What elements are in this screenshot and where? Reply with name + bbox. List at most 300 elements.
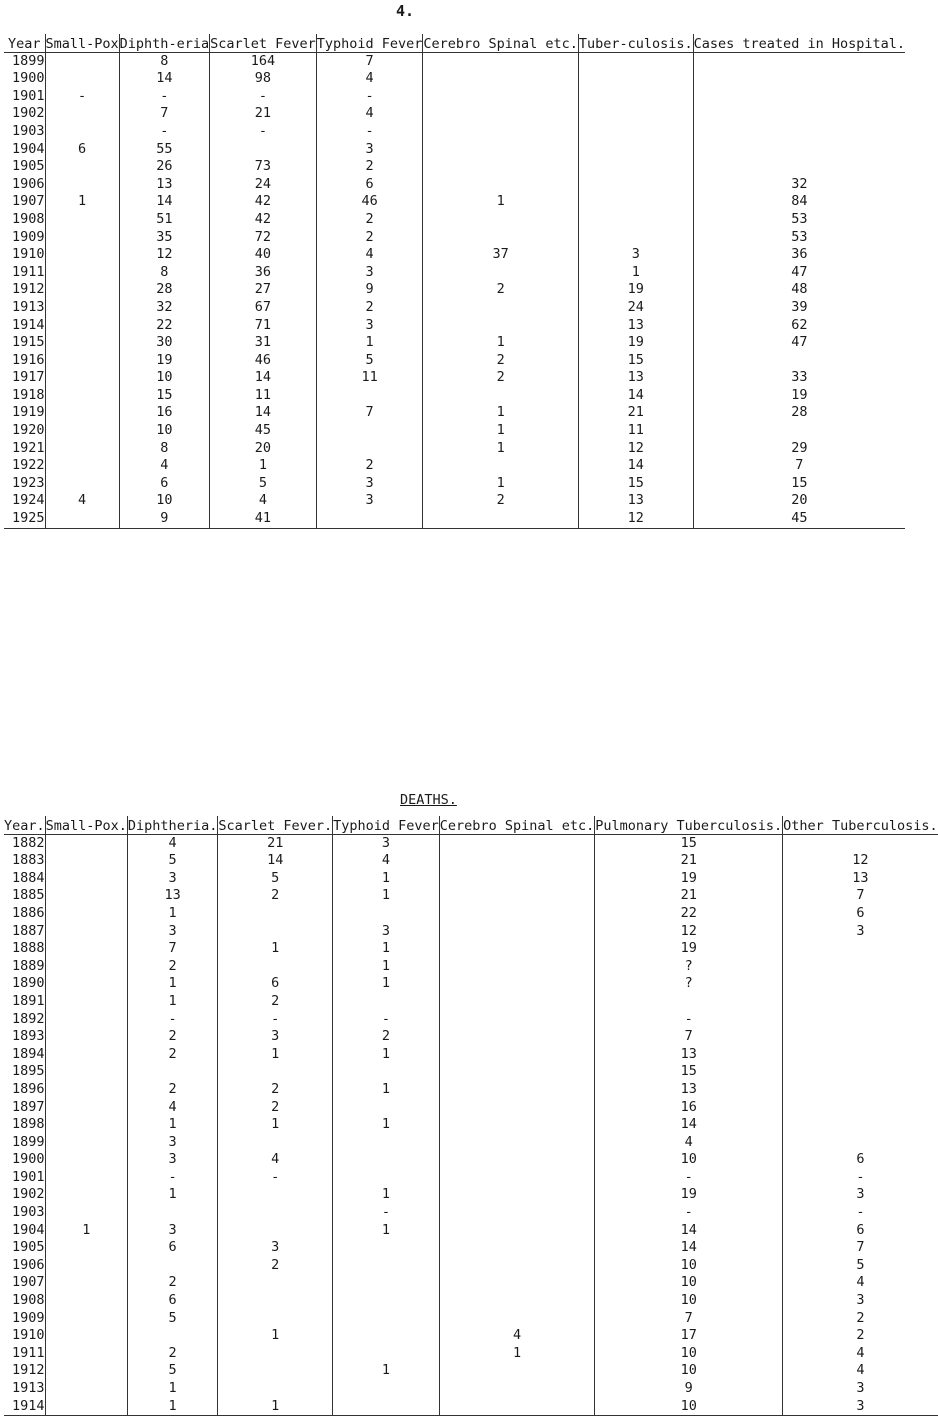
deaths-header-cerebro-spinal: Cerebro Spinal etc.: [439, 817, 595, 834]
deaths-value-cell: 1: [127, 1186, 217, 1204]
deaths-row: [4, 1222, 938, 1240]
deaths-header-diphtheria: Diphtheria.: [127, 817, 218, 834]
deaths-row: [4, 1028, 938, 1046]
deaths-row: [4, 1011, 938, 1029]
cases-value-cell: [423, 105, 578, 123]
cases-value-cell: 3: [316, 475, 423, 493]
deaths-value-cell: 1: [127, 993, 217, 1011]
cases-header-cerebro-spinal: Cerebro Spinal etc.: [423, 35, 578, 52]
deaths-value-cell: [783, 940, 938, 958]
deaths-row: [4, 1257, 938, 1275]
deaths-value-cell: [439, 1239, 594, 1257]
deaths-value-cell: [45, 1099, 127, 1117]
cases-value-cell: 6: [45, 141, 119, 159]
deaths-value-cell: [439, 1274, 594, 1292]
cases-value-cell: 8: [119, 52, 209, 70]
deaths-value-cell: 13: [127, 887, 217, 905]
cases-value-cell: 1: [423, 422, 578, 440]
cases-value-cell: 2: [423, 352, 578, 370]
deaths-value-cell: [783, 1046, 938, 1064]
cases-header-scarlet-fever: Scarlet Fever: [210, 35, 316, 52]
deaths-value-cell: 1: [127, 1398, 217, 1416]
deaths-value-cell: [439, 887, 594, 905]
cases-value-cell: [423, 123, 578, 141]
deaths-value-cell: 7: [783, 1239, 938, 1257]
deaths-value-cell: [218, 1310, 333, 1328]
deaths-table: [4, 816, 938, 1416]
deaths-value-cell: [45, 852, 127, 870]
cases-value-cell: [693, 70, 905, 88]
deaths-year-cell: 1884: [12, 869, 45, 886]
deaths-row: [4, 923, 938, 941]
cases-row: [4, 475, 905, 493]
cases-year-cell: 1899: [12, 52, 45, 69]
deaths-value-cell: 2: [127, 958, 217, 976]
cases-value-cell: [578, 70, 693, 88]
cases-row: [4, 387, 905, 405]
cases-value-cell: 1: [423, 334, 578, 352]
cases-value-cell: 14: [578, 387, 693, 405]
deaths-value-cell: [218, 1134, 333, 1152]
cases-value-cell: -: [210, 88, 317, 106]
cases-value-cell: 32: [693, 176, 905, 194]
deaths-value-cell: [45, 834, 127, 852]
cases-value-cell: 8: [119, 264, 209, 282]
cases-value-cell: [316, 440, 423, 458]
cases-value-cell: 84: [693, 193, 905, 211]
deaths-value-cell: [218, 1204, 333, 1222]
deaths-value-cell: [218, 1345, 333, 1363]
deaths-value-cell: 1: [218, 1046, 333, 1064]
cases-row: [4, 123, 905, 141]
deaths-value-cell: [439, 1398, 594, 1416]
deaths-value-cell: [439, 905, 594, 923]
deaths-year-cell: 1888: [12, 940, 45, 957]
deaths-row: [4, 958, 938, 976]
cases-value-cell: 11: [210, 387, 317, 405]
cases-row: [4, 52, 905, 70]
deaths-value-cell: 7: [127, 940, 217, 958]
deaths-value-cell: 3: [783, 1380, 938, 1398]
cases-year-cell: 1920: [12, 422, 45, 439]
deaths-value-cell: 19: [595, 870, 783, 888]
cases-value-cell: 10: [119, 422, 209, 440]
deaths-value-cell: -: [333, 1204, 440, 1222]
deaths-value-cell: 5: [127, 852, 217, 870]
cases-value-cell: 164: [210, 52, 317, 70]
cases-row: [4, 211, 905, 229]
deaths-value-cell: [439, 870, 594, 888]
cases-value-cell: 13: [578, 492, 693, 510]
cases-value-cell: 55: [119, 141, 209, 159]
cases-value-cell: [423, 141, 578, 159]
deaths-value-cell: [45, 1327, 127, 1345]
deaths-value-cell: 2: [127, 1345, 217, 1363]
cases-value-cell: 19: [578, 334, 693, 352]
deaths-value-cell: [439, 1151, 594, 1169]
cases-value-cell: 12: [119, 246, 209, 264]
deaths-year-cell: 1882: [12, 834, 45, 851]
cases-value-cell: 6: [316, 176, 423, 194]
cases-value-cell: 45: [693, 510, 905, 528]
cases-value-cell: 46: [210, 352, 317, 370]
deaths-value-cell: [333, 1380, 440, 1398]
deaths-value-cell: 3: [783, 1398, 938, 1416]
cases-value-cell: [45, 404, 119, 422]
deaths-value-cell: -: [595, 1169, 783, 1187]
deaths-value-cell: [45, 1204, 127, 1222]
cases-value-cell: -: [45, 88, 119, 106]
cases-value-cell: 28: [693, 404, 905, 422]
deaths-row: [4, 852, 938, 870]
cases-value-cell: [423, 457, 578, 475]
cases-value-cell: 19: [119, 352, 209, 370]
cases-value-cell: 36: [693, 246, 905, 264]
cases-year-cell: 1921: [12, 439, 45, 456]
deaths-value-cell: 1: [333, 887, 440, 905]
cases-header-row: [4, 34, 905, 52]
cases-year-cell: 1909: [12, 228, 45, 245]
cases-year-cell: 1906: [12, 175, 45, 192]
cases-value-cell: 13: [119, 176, 209, 194]
cases-year-cell: 1916: [12, 351, 45, 368]
deaths-value-cell: [218, 1274, 333, 1292]
cases-value-cell: 3: [316, 141, 423, 159]
cases-value-cell: [316, 387, 423, 405]
deaths-value-cell: [439, 1134, 594, 1152]
deaths-value-cell: [439, 834, 594, 852]
deaths-value-cell: 4: [127, 1099, 217, 1117]
deaths-value-cell: 12: [783, 852, 938, 870]
deaths-year-cell: 1914: [4, 1398, 45, 1416]
cases-value-cell: [45, 52, 119, 70]
cases-value-cell: [45, 246, 119, 264]
cases-value-cell: 11: [316, 369, 423, 387]
cases-year-cell: 1912: [12, 281, 45, 298]
deaths-row: [4, 1398, 938, 1416]
deaths-row: [4, 1046, 938, 1064]
cases-value-cell: 47: [693, 334, 905, 352]
cases-value-cell: 9: [119, 510, 209, 528]
deaths-value-cell: 3: [127, 923, 217, 941]
deaths-value-cell: 2: [783, 1310, 938, 1328]
cases-value-cell: 36: [210, 264, 317, 282]
cases-header-hospital: Cases treated in Hospital.: [693, 35, 905, 52]
cases-year-cell: 1905: [12, 158, 45, 175]
cases-row: [4, 193, 905, 211]
cases-value-cell: 33: [693, 369, 905, 387]
deaths-value-cell: ?: [595, 958, 783, 976]
deaths-value-cell: [439, 1011, 594, 1029]
deaths-header-scarlet-fever: Scarlet Fever.: [218, 817, 333, 834]
cases-value-cell: [423, 88, 578, 106]
deaths-value-cell: 1: [333, 1186, 440, 1204]
deaths-value-cell: [45, 1081, 127, 1099]
cases-value-cell: 15: [578, 352, 693, 370]
cases-value-cell: 14: [210, 404, 317, 422]
deaths-value-cell: 15: [595, 1063, 783, 1081]
deaths-value-cell: [595, 993, 783, 1011]
cases-value-cell: 24: [210, 176, 317, 194]
cases-value-cell: 4: [316, 246, 423, 264]
cases-value-cell: [423, 317, 578, 335]
cases-value-cell: 29: [693, 440, 905, 458]
deaths-value-cell: 21: [595, 887, 783, 905]
cases-value-cell: 46: [316, 193, 423, 211]
cases-value-cell: 15: [119, 387, 209, 405]
cases-value-cell: 35: [119, 229, 209, 247]
cases-year-cell: 1918: [12, 386, 45, 403]
deaths-year-cell: 1899: [12, 1133, 45, 1150]
cases-value-cell: 3: [578, 246, 693, 264]
deaths-row: [4, 870, 938, 888]
cases-header-tuberculosis: Tuber-culosis.: [578, 35, 693, 52]
deaths-value-cell: 1: [333, 940, 440, 958]
deaths-value-cell: [783, 975, 938, 993]
cases-value-cell: 10: [119, 492, 209, 510]
deaths-year-cell: 1908: [12, 1292, 45, 1309]
page-number: 4.: [396, 2, 415, 20]
deaths-value-cell: [218, 958, 333, 976]
deaths-value-cell: [439, 1204, 594, 1222]
cases-row: [4, 352, 905, 370]
cases-value-cell: 42: [210, 193, 317, 211]
deaths-value-cell: 4: [127, 834, 217, 852]
deaths-value-cell: 1: [333, 1116, 440, 1134]
cases-value-cell: 14: [119, 193, 209, 211]
cases-table: [4, 34, 905, 529]
cases-year-cell: 1902: [12, 105, 45, 122]
deaths-value-cell: [45, 1398, 127, 1416]
deaths-value-cell: [333, 1398, 440, 1416]
cases-value-cell: [45, 334, 119, 352]
deaths-value-cell: 1: [127, 975, 217, 993]
deaths-row: [4, 1274, 938, 1292]
cases-value-cell: [578, 211, 693, 229]
cases-value-cell: [578, 229, 693, 247]
cases-value-cell: 2: [316, 158, 423, 176]
cases-value-cell: [423, 299, 578, 317]
deaths-value-cell: 3: [127, 1134, 217, 1152]
deaths-row: [4, 1292, 938, 1310]
deaths-value-cell: [439, 1222, 594, 1240]
cases-value-cell: 1: [316, 334, 423, 352]
deaths-value-cell: 19: [595, 940, 783, 958]
cases-value-cell: [45, 70, 119, 88]
deaths-value-cell: 17: [595, 1327, 783, 1345]
cases-row: [4, 281, 905, 299]
deaths-row: [4, 1099, 938, 1117]
cases-year-cell: 1915: [12, 334, 45, 351]
deaths-value-cell: 10: [595, 1151, 783, 1169]
deaths-value-cell: -: [218, 1169, 333, 1187]
deaths-value-cell: 6: [218, 975, 333, 993]
cases-year-cell: 1904: [12, 140, 45, 157]
deaths-year-cell: 1887: [12, 922, 45, 939]
cases-value-cell: [423, 229, 578, 247]
cases-value-cell: [423, 211, 578, 229]
cases-value-cell: 2: [316, 457, 423, 475]
deaths-value-cell: [333, 1345, 440, 1363]
deaths-value-cell: ?: [595, 975, 783, 993]
cases-value-cell: 21: [578, 404, 693, 422]
cases-value-cell: 1: [578, 264, 693, 282]
deaths-value-cell: [333, 1099, 440, 1117]
deaths-row: [4, 887, 938, 905]
deaths-value-cell: 2: [333, 1028, 440, 1046]
deaths-value-cell: 3: [783, 923, 938, 941]
cases-year-cell: 1903: [12, 122, 45, 139]
cases-value-cell: 1: [45, 193, 119, 211]
deaths-value-cell: [45, 1380, 127, 1398]
cases-value-cell: 7: [316, 404, 423, 422]
deaths-value-cell: [783, 1099, 938, 1117]
deaths-value-cell: 13: [595, 1046, 783, 1064]
deaths-value-cell: 1: [218, 940, 333, 958]
deaths-value-cell: [439, 940, 594, 958]
deaths-value-cell: [127, 1257, 217, 1275]
cases-value-cell: [210, 141, 317, 159]
deaths-value-cell: -: [783, 1204, 938, 1222]
deaths-table-body: [4, 834, 938, 1416]
deaths-value-cell: [783, 958, 938, 976]
deaths-value-cell: 14: [595, 1222, 783, 1240]
deaths-value-cell: [783, 1081, 938, 1099]
cases-row: [4, 440, 905, 458]
cases-value-cell: [45, 264, 119, 282]
cases-value-cell: 2: [316, 229, 423, 247]
cases-value-cell: 40: [210, 246, 317, 264]
deaths-value-cell: [45, 1239, 127, 1257]
cases-value-cell: 11: [578, 422, 693, 440]
cases-value-cell: [693, 105, 905, 123]
cases-value-cell: [45, 387, 119, 405]
deaths-year-cell: 1913: [12, 1380, 45, 1396]
deaths-value-cell: [45, 1134, 127, 1152]
cases-value-cell: 7: [119, 105, 209, 123]
deaths-row: [4, 1327, 938, 1345]
cases-value-cell: [45, 475, 119, 493]
deaths-value-cell: 14: [595, 1239, 783, 1257]
cases-value-cell: -: [119, 123, 209, 141]
deaths-value-cell: [439, 1028, 594, 1046]
cases-value-cell: [45, 510, 119, 528]
cases-value-cell: 9: [316, 281, 423, 299]
cases-value-cell: 3: [316, 317, 423, 335]
cases-value-cell: 62: [693, 317, 905, 335]
deaths-year-cell: 1900: [12, 1151, 45, 1168]
cases-value-cell: 71: [210, 317, 317, 335]
deaths-value-cell: [218, 1292, 333, 1310]
deaths-row: [4, 1204, 938, 1222]
cases-header-smallpox: Small-Pox: [45, 35, 119, 52]
deaths-value-cell: [45, 1046, 127, 1064]
cases-year-cell: 1910: [12, 246, 45, 263]
cases-value-cell: 7: [693, 457, 905, 475]
deaths-value-cell: 5: [127, 1362, 217, 1380]
cases-value-cell: [45, 176, 119, 194]
deaths-value-cell: 1: [218, 1327, 333, 1345]
cases-header-year: Year: [4, 34, 45, 52]
deaths-value-cell: [45, 1116, 127, 1134]
cases-value-cell: 13: [578, 317, 693, 335]
deaths-value-cell: -: [783, 1169, 938, 1187]
deaths-value-cell: [439, 1186, 594, 1204]
deaths-year-cell: 1890: [12, 975, 45, 992]
cases-value-cell: 28: [119, 281, 209, 299]
cases-year-cell: 1901: [12, 87, 45, 104]
deaths-value-cell: 3: [127, 1222, 217, 1240]
cases-value-cell: [578, 105, 693, 123]
cases-value-cell: [45, 352, 119, 370]
cases-year-cell: 1908: [12, 210, 45, 227]
cases-value-cell: 41: [210, 510, 317, 528]
deaths-value-cell: 3: [218, 1239, 333, 1257]
deaths-value-cell: 2: [127, 1046, 217, 1064]
deaths-value-cell: [45, 940, 127, 958]
deaths-value-cell: [218, 1186, 333, 1204]
cases-row: [4, 264, 905, 282]
cases-value-cell: 3: [316, 264, 423, 282]
deaths-value-cell: [783, 993, 938, 1011]
deaths-row: [4, 1116, 938, 1134]
deaths-value-cell: 4: [783, 1274, 938, 1292]
cases-value-cell: [45, 158, 119, 176]
deaths-value-cell: 2: [218, 887, 333, 905]
deaths-year-cell: 1903: [12, 1204, 45, 1221]
deaths-year-cell: 1893: [12, 1028, 45, 1045]
deaths-value-cell: [439, 1169, 594, 1187]
deaths-year-cell: 1907: [12, 1274, 45, 1291]
deaths-value-cell: 1: [127, 1116, 217, 1134]
cases-value-cell: 47: [693, 264, 905, 282]
cases-value-cell: 37: [423, 246, 578, 264]
cases-row: [4, 510, 905, 528]
cases-value-cell: [45, 369, 119, 387]
deaths-value-cell: [127, 1204, 217, 1222]
deaths-value-cell: 2: [218, 993, 333, 1011]
deaths-value-cell: 5: [783, 1257, 938, 1275]
cases-value-cell: 20: [210, 440, 317, 458]
deaths-value-cell: 3: [783, 1186, 938, 1204]
cases-value-cell: [45, 105, 119, 123]
deaths-year-cell: 1892: [12, 1010, 45, 1027]
deaths-value-cell: 21: [218, 834, 333, 852]
deaths-value-cell: [439, 1099, 594, 1117]
deaths-value-cell: 1: [333, 958, 440, 976]
deaths-value-cell: 21: [595, 852, 783, 870]
cases-value-cell: 12: [578, 440, 693, 458]
deaths-value-cell: 22: [595, 905, 783, 923]
cases-value-cell: [578, 88, 693, 106]
deaths-value-cell: [333, 1257, 440, 1275]
deaths-value-cell: 1: [333, 1081, 440, 1099]
deaths-value-cell: [45, 905, 127, 923]
cases-value-cell: -: [119, 88, 209, 106]
deaths-year-cell: 1883: [12, 852, 45, 869]
deaths-value-cell: [45, 887, 127, 905]
deaths-value-cell: 15: [595, 834, 783, 852]
cases-value-cell: [693, 352, 905, 370]
deaths-value-cell: 1: [333, 1362, 440, 1380]
cases-value-cell: [45, 299, 119, 317]
deaths-value-cell: [783, 1134, 938, 1152]
cases-value-cell: 20: [693, 492, 905, 510]
cases-value-cell: [578, 141, 693, 159]
cases-value-cell: 16: [119, 404, 209, 422]
cases-value-cell: 4: [45, 492, 119, 510]
cases-row: [4, 422, 905, 440]
